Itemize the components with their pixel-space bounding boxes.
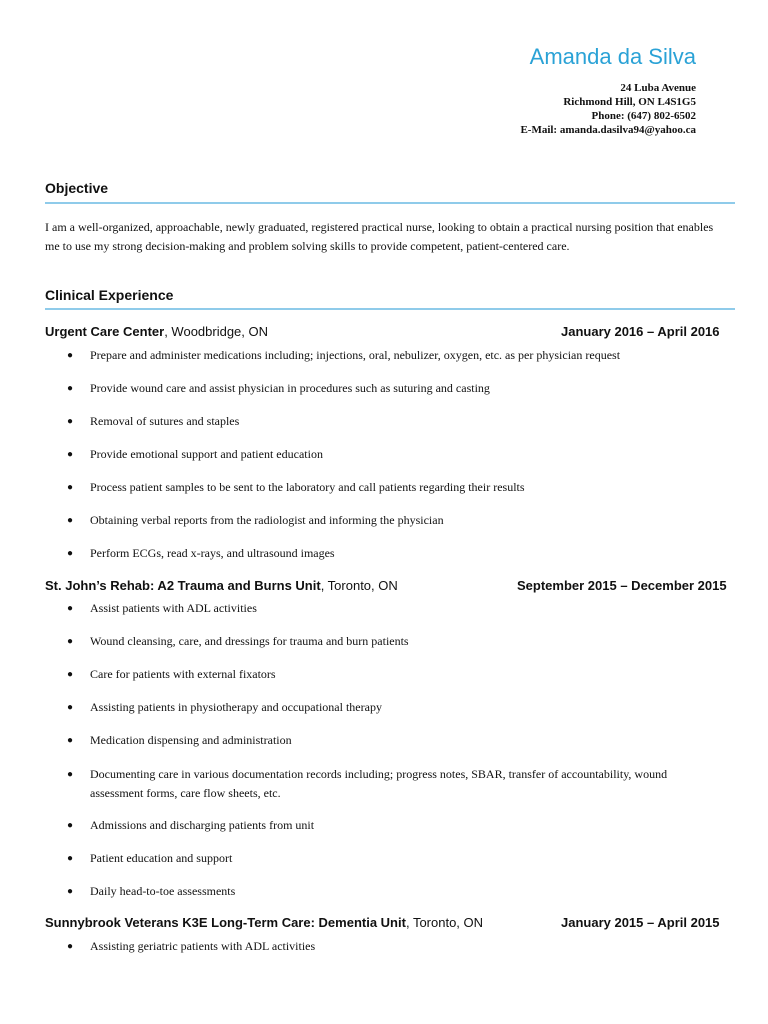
objective-heading: Objective [45, 180, 109, 196]
phone: Phone: (647) 802-6502 [591, 110, 696, 122]
list-item: ● Assist patients with ADL activities [67, 599, 707, 618]
job-organization: Urgent Care Center [45, 324, 165, 339]
job-dates: January 2016 – April 2016 [561, 324, 720, 339]
address-line-2: Richmond Hill, ON L4S1G5 [563, 96, 696, 108]
address-line-1: 24 Luba Avenue [620, 82, 696, 94]
list-item: ● Provide wound care and assist physician in procedures such as suturing and casting [67, 379, 707, 398]
bullet-icon: ● [67, 350, 74, 361]
bullet-icon: ● [67, 886, 74, 897]
bullet-icon: ● [67, 853, 74, 864]
job-entry [45, 915, 725, 933]
job-location: , Toronto, ON [405, 915, 484, 930]
bullet-icon: ● [67, 449, 74, 460]
list-item: ● Provide emotional support and patient education [67, 445, 707, 464]
list-item: ● Prepare and administer medications including; injections, oral, nebulizer, oxygen, etc. as per physician request [67, 346, 707, 365]
list-item: ● Patient education and support [67, 849, 707, 868]
contact-block [520, 81, 696, 137]
bullet-icon: ● [67, 702, 74, 713]
bullet-icon: ● [67, 548, 74, 559]
list-item: ● Perform ECGs, read x-rays, and ultrasound images [67, 544, 707, 563]
bullet-icon: ● [67, 482, 74, 493]
job-location: , Woodbridge, ON [164, 324, 269, 339]
bullet-icon: ● [67, 769, 74, 780]
objective-text: I am a well-organized, approachable, newly graduated, registered practical nurse, looking to obtain a practical nursing position that enables me to use my strong decision-making and problem solving skills to provide competent, patient-centered care. [45, 220, 714, 253]
bullet-icon: ● [67, 941, 74, 952]
bullet-icon: ● [67, 603, 74, 614]
list-item: ● Removal of sutures and staples [67, 412, 707, 431]
list-item: ● Documenting care in various documentation records including; progress notes, SBAR, transfer of accountability, wound assessment forms, care flow sheets, etc. [67, 767, 668, 800]
list-item: ● Assisting geriatric patients with ADL activities [67, 937, 707, 956]
objective-divider [45, 202, 735, 204]
resume-name: Amanda da Silva [529, 44, 696, 69]
experience-divider [45, 308, 735, 310]
list-item: ● Medication dispensing and administration [67, 731, 707, 750]
list-item: ● Care for patients with external fixators [67, 665, 707, 684]
list-item: ● Assisting patients in physiotherapy and occupational therapy [67, 698, 707, 717]
list-item: ● Obtaining verbal reports from the radiologist and informing the physician [67, 511, 707, 530]
job-organization: Sunnybrook Veterans K3E Long-Term Care: Dementia Unit [45, 915, 406, 930]
bullet-icon: ● [67, 383, 74, 394]
bullet-icon: ● [67, 416, 74, 427]
list-item: ● Daily head-to-toe assessments [67, 882, 707, 901]
job-organization: St. John’s Rehab: A2 Trauma and Burns Unit [45, 578, 321, 593]
bullet-icon: ● [67, 820, 74, 831]
bullet-icon: ● [67, 515, 74, 526]
list-item: ● Admissions and discharging patients from unit [67, 816, 707, 835]
bullet-icon: ● [67, 669, 74, 680]
list-item: ● Wound cleansing, care, and dressings for trauma and burn patients [67, 632, 707, 651]
job-entry [45, 578, 725, 596]
job-dates: January 2015 – April 2015 [561, 915, 720, 930]
bullet-icon: ● [67, 735, 74, 746]
experience-heading: Clinical Experience [45, 287, 174, 303]
job-entry [45, 324, 725, 342]
job-dates: September 2015 – December 2015 [517, 578, 727, 593]
email: E-Mail: amanda.dasilva94@yahoo.ca [520, 124, 696, 136]
bullet-icon: ● [67, 636, 74, 647]
job-location: , Toronto, ON [320, 578, 398, 593]
list-item: ● Process patient samples to be sent to the laboratory and call patients regarding their results [67, 478, 707, 497]
